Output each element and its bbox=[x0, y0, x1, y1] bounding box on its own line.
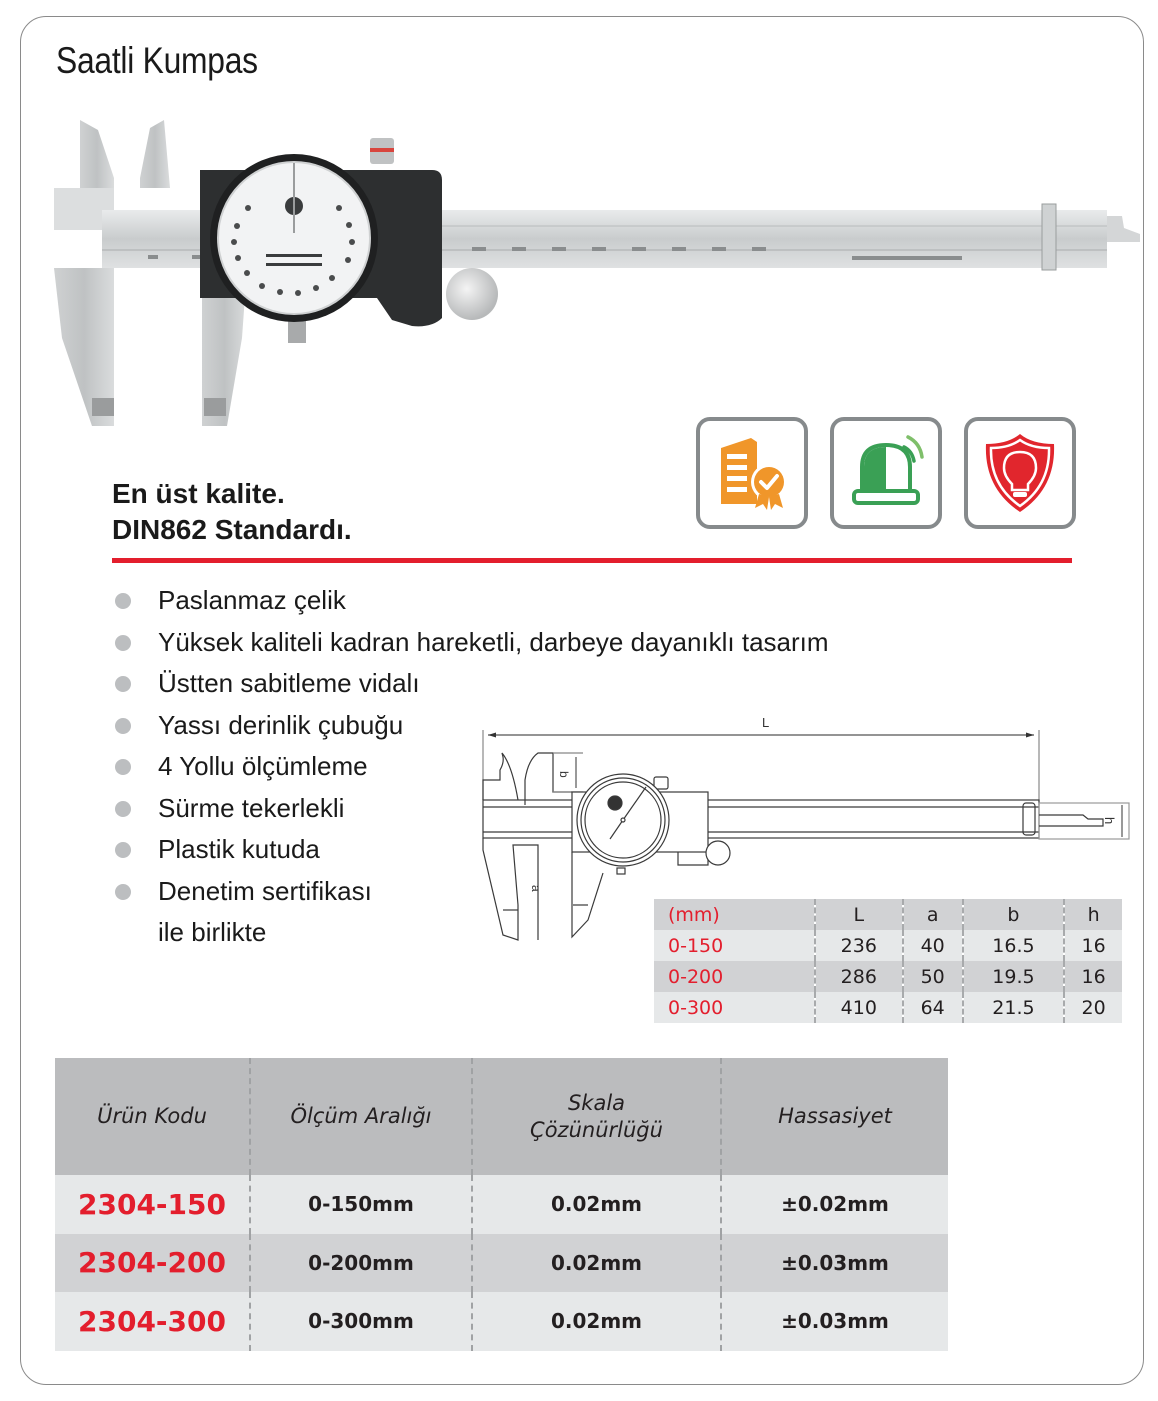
bullet-icon bbox=[115, 842, 131, 858]
header-b: b bbox=[963, 899, 1065, 930]
cell-a: 64 bbox=[903, 992, 963, 1023]
feature-text: Üstten sabitleme vidalı bbox=[158, 668, 420, 698]
measuring-range: 0-300mm bbox=[250, 1292, 472, 1351]
tagline-line-2: DIN862 Standardı. bbox=[112, 514, 352, 545]
header-measuring-range: Ölçüm Aralığı bbox=[250, 1058, 472, 1175]
cell-range: 0-150 bbox=[668, 934, 724, 957]
feature-text: Yüksek kaliteli kadran hareketli, darbeye dayanıklı tasarım bbox=[158, 626, 829, 657]
cell-L: 286 bbox=[815, 961, 903, 992]
product-row bbox=[55, 1175, 948, 1234]
tagline-line-1: En üst kalite. bbox=[112, 478, 285, 509]
cell-b: 19.5 bbox=[963, 961, 1065, 992]
product-code: 2304-150 bbox=[55, 1175, 250, 1234]
feature-item bbox=[112, 580, 829, 622]
dimension-label-b: b bbox=[557, 771, 571, 778]
header-scale-resolution bbox=[472, 1058, 721, 1175]
header-h: h bbox=[1064, 899, 1122, 930]
bullet-icon bbox=[115, 593, 131, 609]
cell-b: 21.5 bbox=[963, 992, 1065, 1023]
product-table bbox=[55, 1058, 948, 1351]
cell-h: 16 bbox=[1064, 961, 1122, 992]
dimension-label-a: a bbox=[529, 885, 543, 892]
cell-a: 50 bbox=[903, 961, 963, 992]
measuring-range: 0-150mm bbox=[250, 1175, 472, 1234]
scale-resolution: 0.02mm bbox=[472, 1292, 721, 1351]
product-table-header bbox=[55, 1058, 948, 1175]
feature-text: Sürme tekerlekli bbox=[158, 792, 345, 823]
cell-range: 0-200 bbox=[668, 965, 724, 988]
bullet-icon bbox=[115, 718, 131, 734]
dial-caliper-photo bbox=[52, 108, 1142, 443]
product-code: 2304-300 bbox=[55, 1292, 250, 1351]
scale-resolution: 0.02mm bbox=[472, 1234, 721, 1293]
quality-certificate-icon bbox=[713, 434, 791, 512]
cell-L: 236 bbox=[815, 930, 903, 961]
cell-b: 16.5 bbox=[963, 930, 1065, 961]
cell-a: 40 bbox=[903, 930, 963, 961]
header-scale-line1: Skala bbox=[567, 1090, 626, 1115]
dimension-label-h: h bbox=[1102, 817, 1117, 825]
header-product-code: Ürün Kodu bbox=[55, 1058, 250, 1175]
header-unit: (mm) bbox=[668, 903, 720, 926]
feature-text-continuation: ile birlikte bbox=[158, 917, 267, 947]
feature-text: 4 Yollu ölçümleme bbox=[158, 751, 368, 781]
dimensions-table-row bbox=[654, 992, 1122, 1023]
feature-text: Plastik kutuda bbox=[158, 834, 320, 864]
cell-h: 16 bbox=[1064, 930, 1122, 961]
accuracy: ±0.03mm bbox=[721, 1234, 948, 1293]
cell-L: 410 bbox=[815, 992, 903, 1023]
dimensions-table-row bbox=[654, 930, 1122, 961]
header-scale-line2: Çözünürlüğü bbox=[530, 1117, 663, 1142]
header-accuracy: Hassasiyet bbox=[721, 1058, 948, 1175]
alarm-beacon-icon bbox=[846, 433, 926, 513]
tagline bbox=[112, 476, 352, 548]
dimension-label-L: L bbox=[762, 715, 770, 730]
bullet-icon bbox=[115, 635, 131, 651]
alarm-beacon-icon-box bbox=[830, 417, 942, 529]
feature-text: Yassı derinlik çubuğu bbox=[158, 709, 404, 740]
page-title: Saatli Kumpas bbox=[56, 40, 258, 81]
feature-text: Denetim sertifikası bbox=[158, 875, 372, 906]
measuring-range: 0-200mm bbox=[250, 1234, 472, 1293]
product-row bbox=[55, 1292, 948, 1351]
dimensions-table-header bbox=[654, 899, 1122, 930]
accuracy: ±0.03mm bbox=[721, 1292, 948, 1351]
product-code: 2304-200 bbox=[55, 1234, 250, 1293]
feature-text: Paslanmaz çelik bbox=[158, 585, 346, 615]
bullet-icon bbox=[115, 676, 131, 692]
shield-bulb-icon-box bbox=[964, 417, 1076, 529]
product-row bbox=[55, 1234, 948, 1293]
bullet-icon bbox=[115, 884, 131, 900]
accuracy: ±0.02mm bbox=[721, 1175, 948, 1234]
shield-bulb-icon bbox=[980, 430, 1060, 516]
red-divider bbox=[112, 558, 1072, 563]
scale-resolution: 0.02mm bbox=[472, 1175, 721, 1234]
header-a: a bbox=[903, 899, 963, 930]
cell-range: 0-300 bbox=[668, 996, 724, 1019]
header-L: L bbox=[815, 899, 903, 930]
dimensions-table-row bbox=[654, 961, 1122, 992]
feature-item bbox=[112, 663, 829, 705]
cell-h: 20 bbox=[1064, 992, 1122, 1023]
bullet-icon bbox=[115, 801, 131, 817]
bullet-icon bbox=[115, 759, 131, 775]
quality-certificate-icon-box bbox=[696, 417, 808, 529]
dimensions-table bbox=[654, 899, 1122, 1023]
feature-item bbox=[112, 622, 829, 664]
